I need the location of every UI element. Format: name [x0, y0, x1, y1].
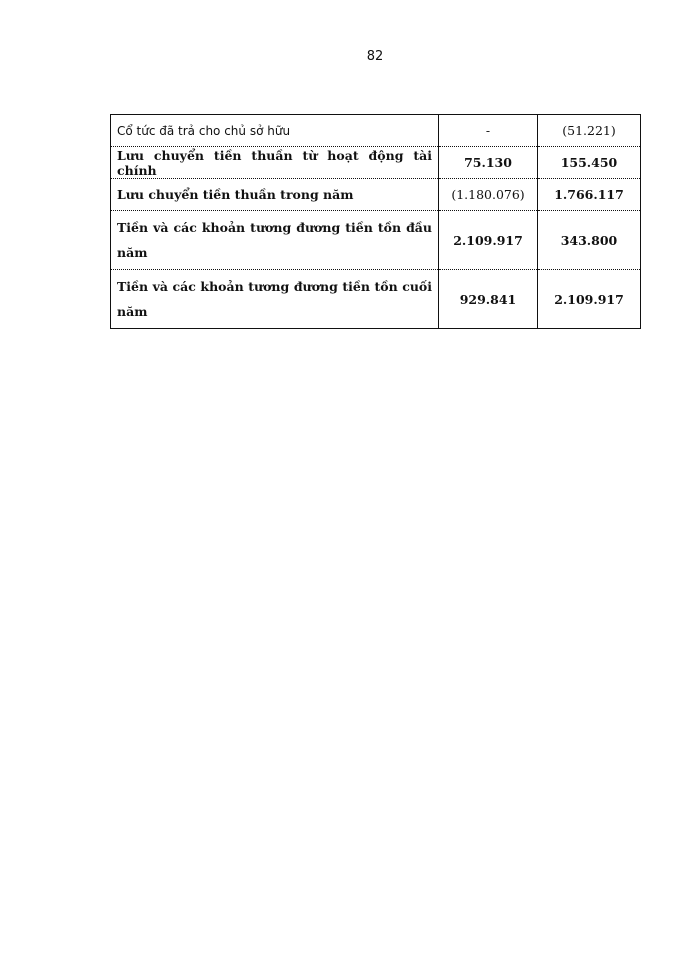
row-value-previous: 343.800: [538, 211, 641, 270]
row-value-previous: 1.766.117: [538, 179, 641, 211]
table-row: [111, 211, 641, 270]
row-value-current: 2.109.917: [439, 211, 538, 270]
row-value-previous: 2.109.917: [538, 270, 641, 329]
row-label: Tiền và các khoản tương đương tiền tồn đầu năm: [111, 211, 439, 270]
table-row: [111, 270, 641, 329]
row-value-current: 929.841: [439, 270, 538, 329]
row-value-previous: 155.450: [538, 147, 641, 179]
row-label: Lưu chuyển tiền thuần trong năm: [111, 179, 439, 211]
cash-flow-table: [110, 114, 641, 329]
page-number: 82: [366, 49, 384, 64]
table-row: [111, 179, 641, 211]
row-label: Cổ tức đã trả cho chủ sở hữu: [111, 115, 439, 147]
row-label: Tiền và các khoản tương đương tiền tồn cuối năm: [111, 270, 439, 329]
row-value-current: -: [439, 115, 538, 147]
row-value-previous: (51.221): [538, 115, 641, 147]
row-value-current: (1.180.076): [439, 179, 538, 211]
row-value-current: 75.130: [439, 147, 538, 179]
table-row: [111, 115, 641, 147]
row-label: Lưu chuyển tiền thuần từ hoạt động tài chính: [111, 147, 439, 179]
table-row: [111, 147, 641, 179]
